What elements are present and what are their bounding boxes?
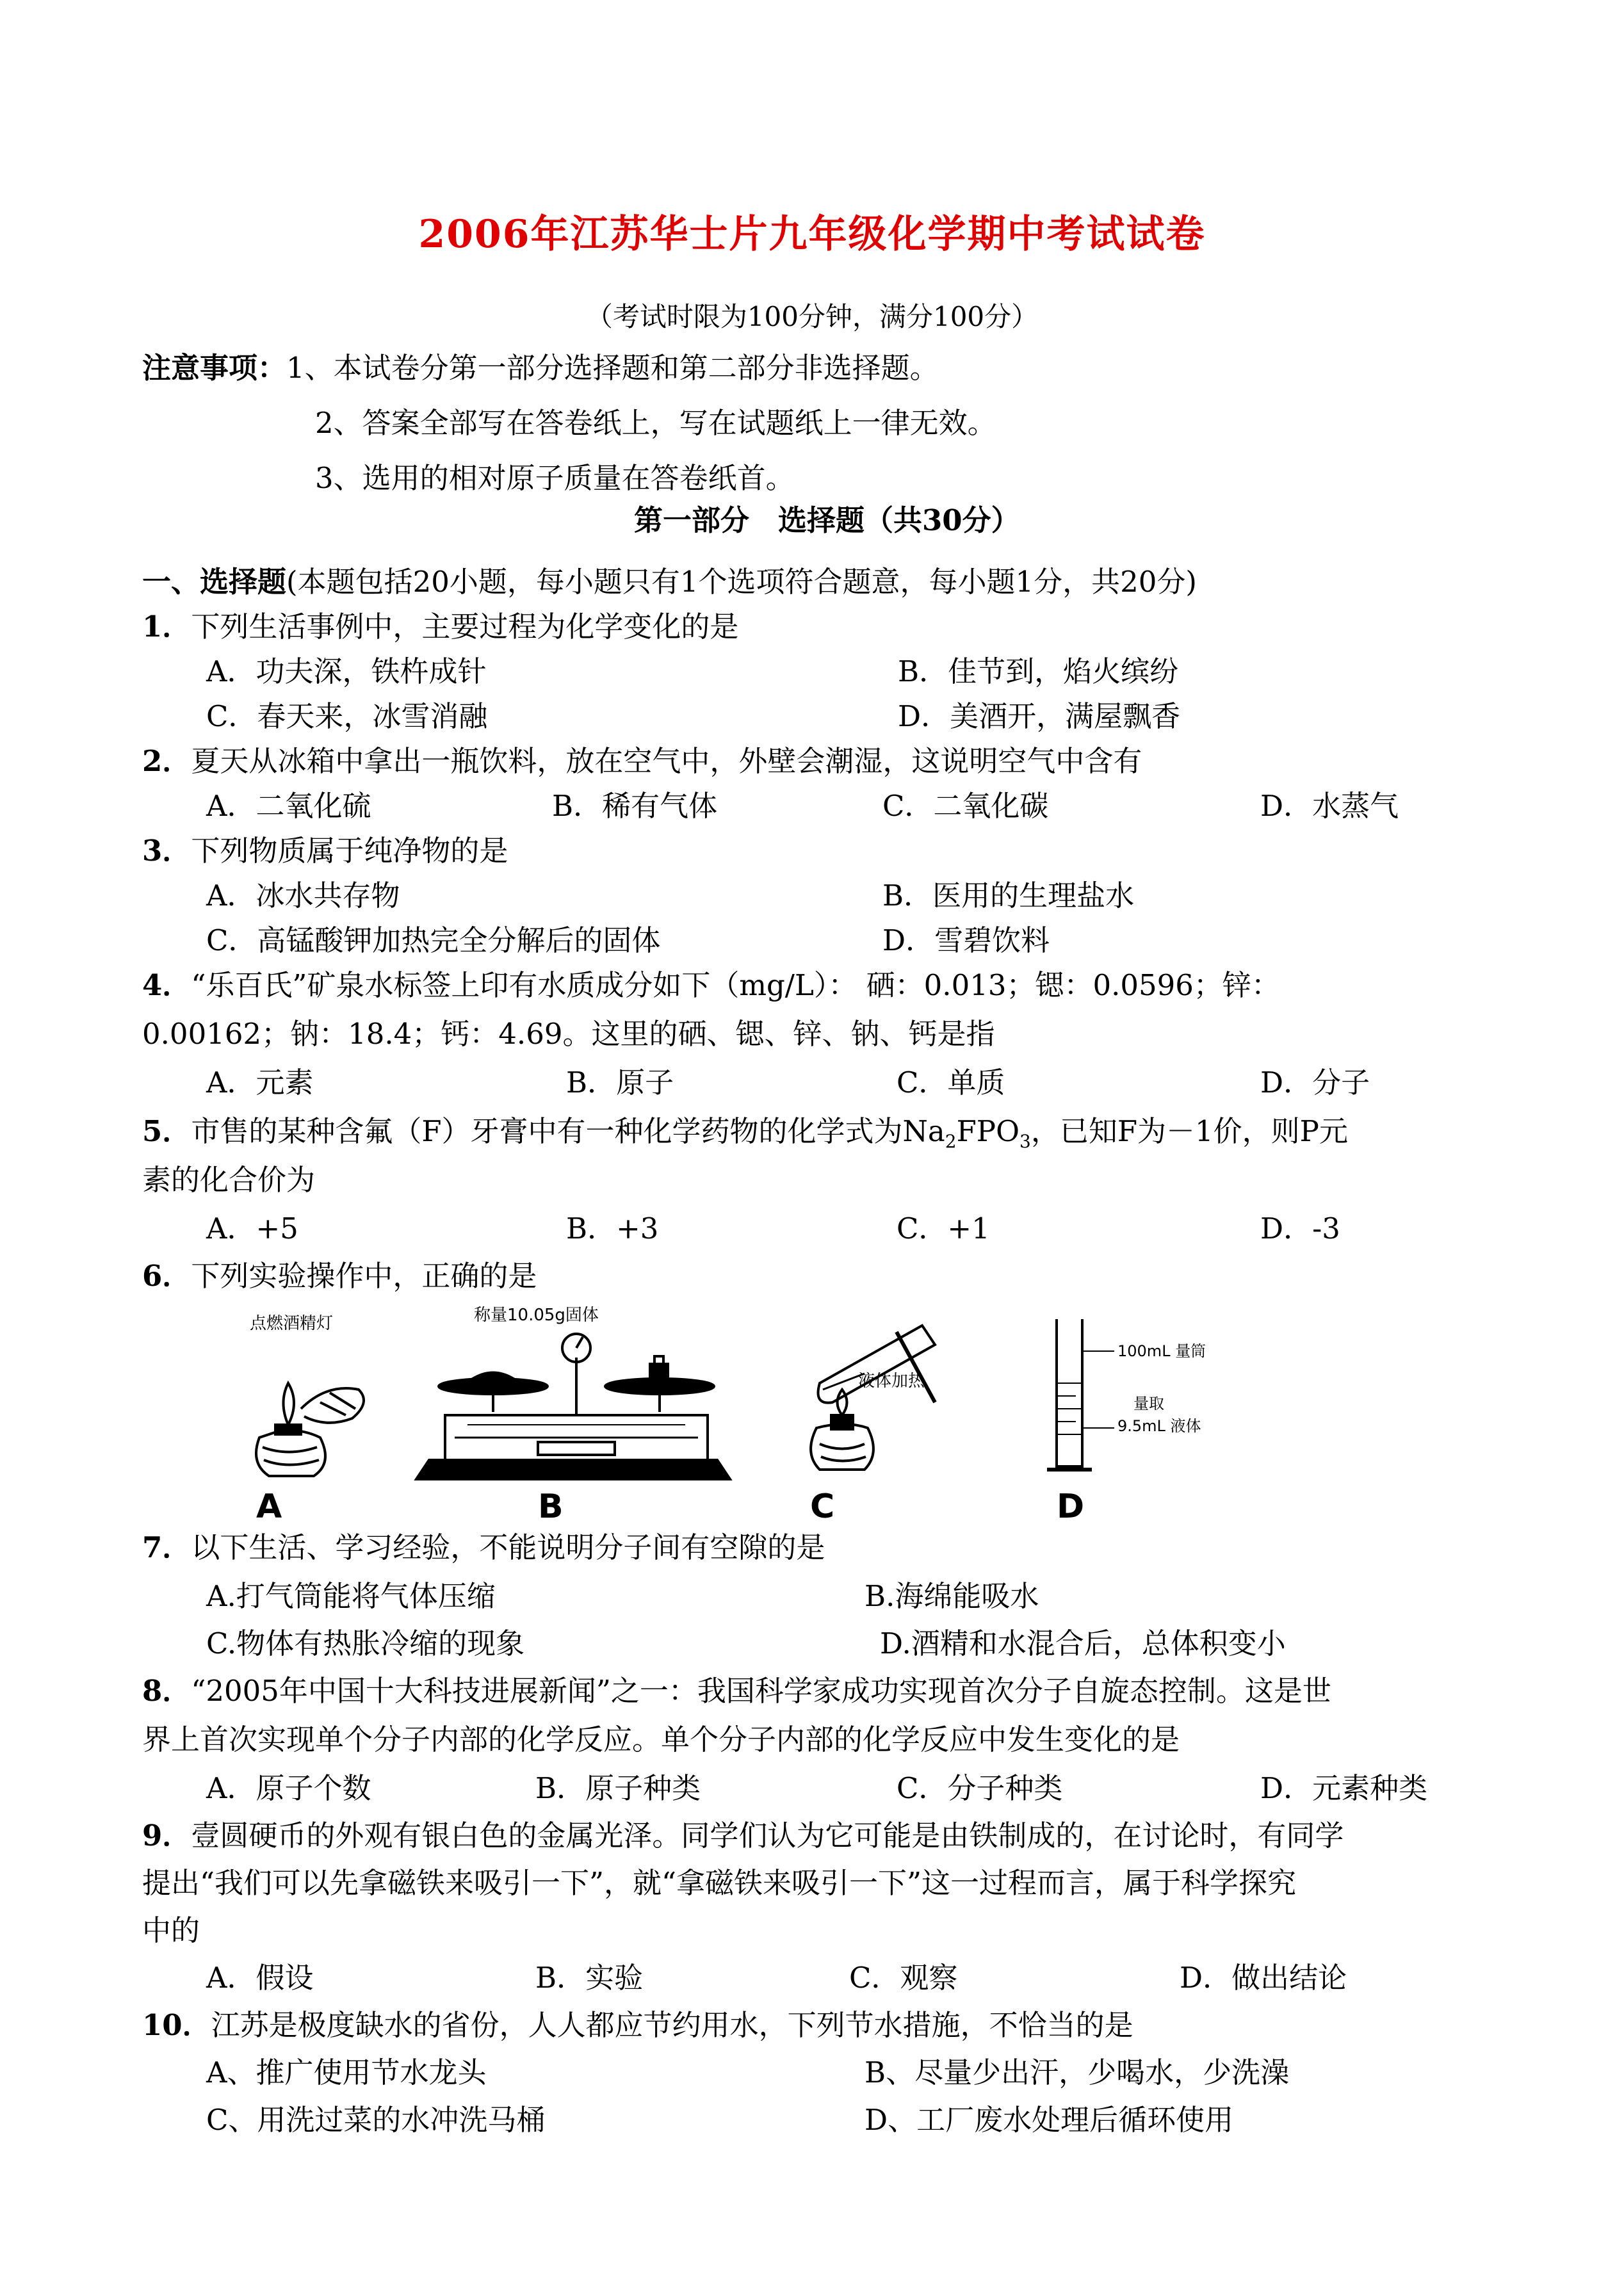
option: B．原子种类 — [535, 1771, 701, 1805]
section-heading — [142, 565, 1197, 599]
option: D．-3 — [1260, 1212, 1340, 1245]
option: B.海绵能吸水 — [865, 1579, 1039, 1613]
section-desc: (本题包括20小题，每小题只有1个选项符合题意，每小题1分，共20分) — [286, 565, 1197, 599]
question-text: “2005年中国十大科技进展新闻”之一：我国科学家成功实现首次分子自旋态控制。这是世 — [191, 1674, 1331, 1708]
question-number: 8． — [142, 1674, 191, 1708]
graduated-cylinder-illustration — [1047, 1319, 1114, 1470]
lab-operations-figure — [224, 1306, 1249, 1524]
option: D.酒精和水混合后，总体积变小 — [880, 1626, 1286, 1660]
option: D．分子 — [1260, 1066, 1370, 1099]
notes-item: 1、本试卷分第一部分选择题和第二部分非选择题。 — [286, 351, 939, 385]
section-label: 一、选择题 — [142, 565, 287, 599]
option: A．原子个数 — [206, 1771, 371, 1805]
subscript: 3 — [1019, 1131, 1031, 1152]
question-stem — [142, 610, 738, 644]
option: C．分子种类 — [897, 1771, 1063, 1805]
option: A.打气筒能将气体压缩 — [206, 1579, 496, 1613]
question-number: 2． — [142, 744, 191, 778]
question-number: 6． — [142, 1259, 191, 1293]
subscript: 2 — [945, 1131, 957, 1152]
option: C．春天来，冰雪消融 — [206, 699, 488, 733]
question-text: 夏天从冰箱中拿出一瓶饮料，放在空气中，外壁会潮湿，这说明空气中含有 — [191, 744, 1142, 778]
option: D．美酒开，满屋飘香 — [898, 699, 1181, 733]
question-text: ，已知F为－1价，则P元 — [1030, 1114, 1348, 1148]
figure-caption: 9.5mL 液体 — [1117, 1417, 1201, 1435]
option: A．假设 — [206, 1961, 314, 1995]
question-number: 3． — [142, 834, 191, 868]
question-number: 10． — [142, 2008, 211, 2042]
option: D．水蒸气 — [1260, 789, 1399, 823]
option: C．观察 — [849, 1961, 958, 1995]
figure-caption: 100mL 量筒 — [1117, 1342, 1206, 1360]
question-text: 下列生活事例中，主要过程为化学变化的是 — [191, 610, 739, 644]
option: C．高锰酸钾加热完全分解后的固体 — [206, 923, 661, 957]
question-text: 中的 — [142, 1913, 200, 1947]
question-text: 素的化合价为 — [142, 1163, 316, 1197]
question-stem — [142, 2008, 1133, 2043]
option: D．雪碧饮料 — [882, 923, 1050, 957]
option: D．做出结论 — [1180, 1961, 1347, 1995]
page-title: 2006年江苏华士片九年级化学期中考试试卷 — [418, 212, 1206, 257]
option: D．元素种类 — [1260, 1771, 1428, 1805]
question-number: 5． — [142, 1114, 191, 1148]
question-stem — [142, 1674, 1331, 1708]
option: B．原子 — [566, 1066, 674, 1099]
option: A．+5 — [206, 1212, 298, 1245]
notes-line-1 — [142, 351, 939, 385]
figure-label-d: D — [1057, 1488, 1085, 1524]
alcohol-lamp-illustration — [256, 1383, 364, 1476]
option: C．单质 — [897, 1066, 1005, 1099]
figure-label-c: C — [810, 1488, 835, 1524]
question-number: 4． — [142, 968, 191, 1002]
option: B．稀有气体 — [552, 789, 718, 823]
test-tube-heating-illustration — [811, 1326, 935, 1470]
option: C、用洗过菜的水冲洗马桶 — [206, 2103, 546, 2137]
question-stem — [142, 968, 1280, 1003]
figure-label-b: B — [538, 1488, 564, 1524]
option: B．+3 — [566, 1212, 659, 1245]
question-stem — [142, 1114, 1348, 1153]
notes-item: 2、答案全部写在答卷纸上，写在试题纸上一律无效。 — [315, 406, 996, 440]
question-text: 市售的某种含氟（F）牙膏中有一种化学药物的化学式为Na — [191, 1114, 945, 1148]
figure-caption: 称量10.05g固体 — [474, 1306, 599, 1325]
figure-label-a: A — [256, 1488, 282, 1524]
option: C．二氧化碳 — [882, 789, 1049, 823]
question-text: 下列实验操作中，正确的是 — [191, 1259, 537, 1293]
question-text: “乐百氏”矿泉水标签上印有水质成分如下（mg/L）： 硒：0.013；锶：0.0596；锌： — [191, 968, 1280, 1002]
option: D、工厂废水处理后循环使用 — [865, 2103, 1234, 2137]
part-heading: 第一部分 选择题（共30分） — [634, 503, 1020, 537]
option: A．二氧化硫 — [206, 789, 371, 823]
question-text: 界上首次实现单个分子内部的化学反应。单个分子内部的化学反应中发生变化的是 — [142, 1723, 1180, 1756]
notes-label: 注意事项： — [142, 351, 287, 385]
figure-caption: 点燃酒精灯 — [250, 1314, 334, 1333]
option: B．佳节到，焰火缤纷 — [898, 654, 1179, 688]
question-text: 提出“我们可以先拿磁铁来吸引一下”，就“拿磁铁来吸引一下”这一过程而言，属于科学探究 — [142, 1866, 1297, 1900]
question-stem — [142, 1259, 537, 1293]
option: A．冰水共存物 — [206, 879, 400, 912]
question-number: 7． — [142, 1530, 191, 1564]
option: C．+1 — [897, 1212, 990, 1245]
question-text: 0.00162；钠：18.4；钙：4.69。这里的硒、锶、锌、钠、钙是指 — [142, 1017, 995, 1051]
option: C.物体有热胀冷缩的现象 — [206, 1626, 525, 1660]
option: A、推广使用节水龙头 — [206, 2056, 487, 2089]
question-text: 以下生活、学习经验，不能说明分子间有空隙的是 — [191, 1530, 825, 1564]
question-number: 1． — [142, 610, 191, 644]
option: A．元素 — [206, 1066, 314, 1099]
figure-caption: 量取 — [1133, 1395, 1164, 1413]
question-text: 壹圆硬币的外观有银白色的金属光泽。同学们认为它可能是由铁制成的，在讨论时，有同学 — [191, 1819, 1344, 1853]
question-stem — [142, 744, 1142, 779]
option: B．实验 — [535, 1961, 644, 1995]
option: B．医用的生理盐水 — [882, 879, 1135, 912]
question-text: 江苏是极度缺水的省份，人人都应节约用水，下列节水措施，不恰当的是 — [211, 2008, 1133, 2042]
question-number: 9． — [142, 1819, 191, 1853]
question-stem — [142, 1530, 825, 1565]
option: B、尽量少出汗，少喝水，少洗澡 — [865, 2056, 1290, 2089]
notes-item: 3、选用的相对原子质量在答卷纸首。 — [315, 461, 795, 495]
question-text: 下列物质属于纯净物的是 — [191, 834, 508, 868]
question-stem — [142, 1819, 1344, 1853]
question-text: FPO — [956, 1114, 1019, 1148]
question-stem — [142, 834, 508, 868]
balance-illustration — [416, 1334, 730, 1479]
option: A．功夫深，铁杵成针 — [206, 654, 487, 688]
exam-time-note: （考试时限为100分钟，满分100分） — [585, 301, 1039, 332]
figure-caption: 液体加热 — [858, 1372, 925, 1391]
